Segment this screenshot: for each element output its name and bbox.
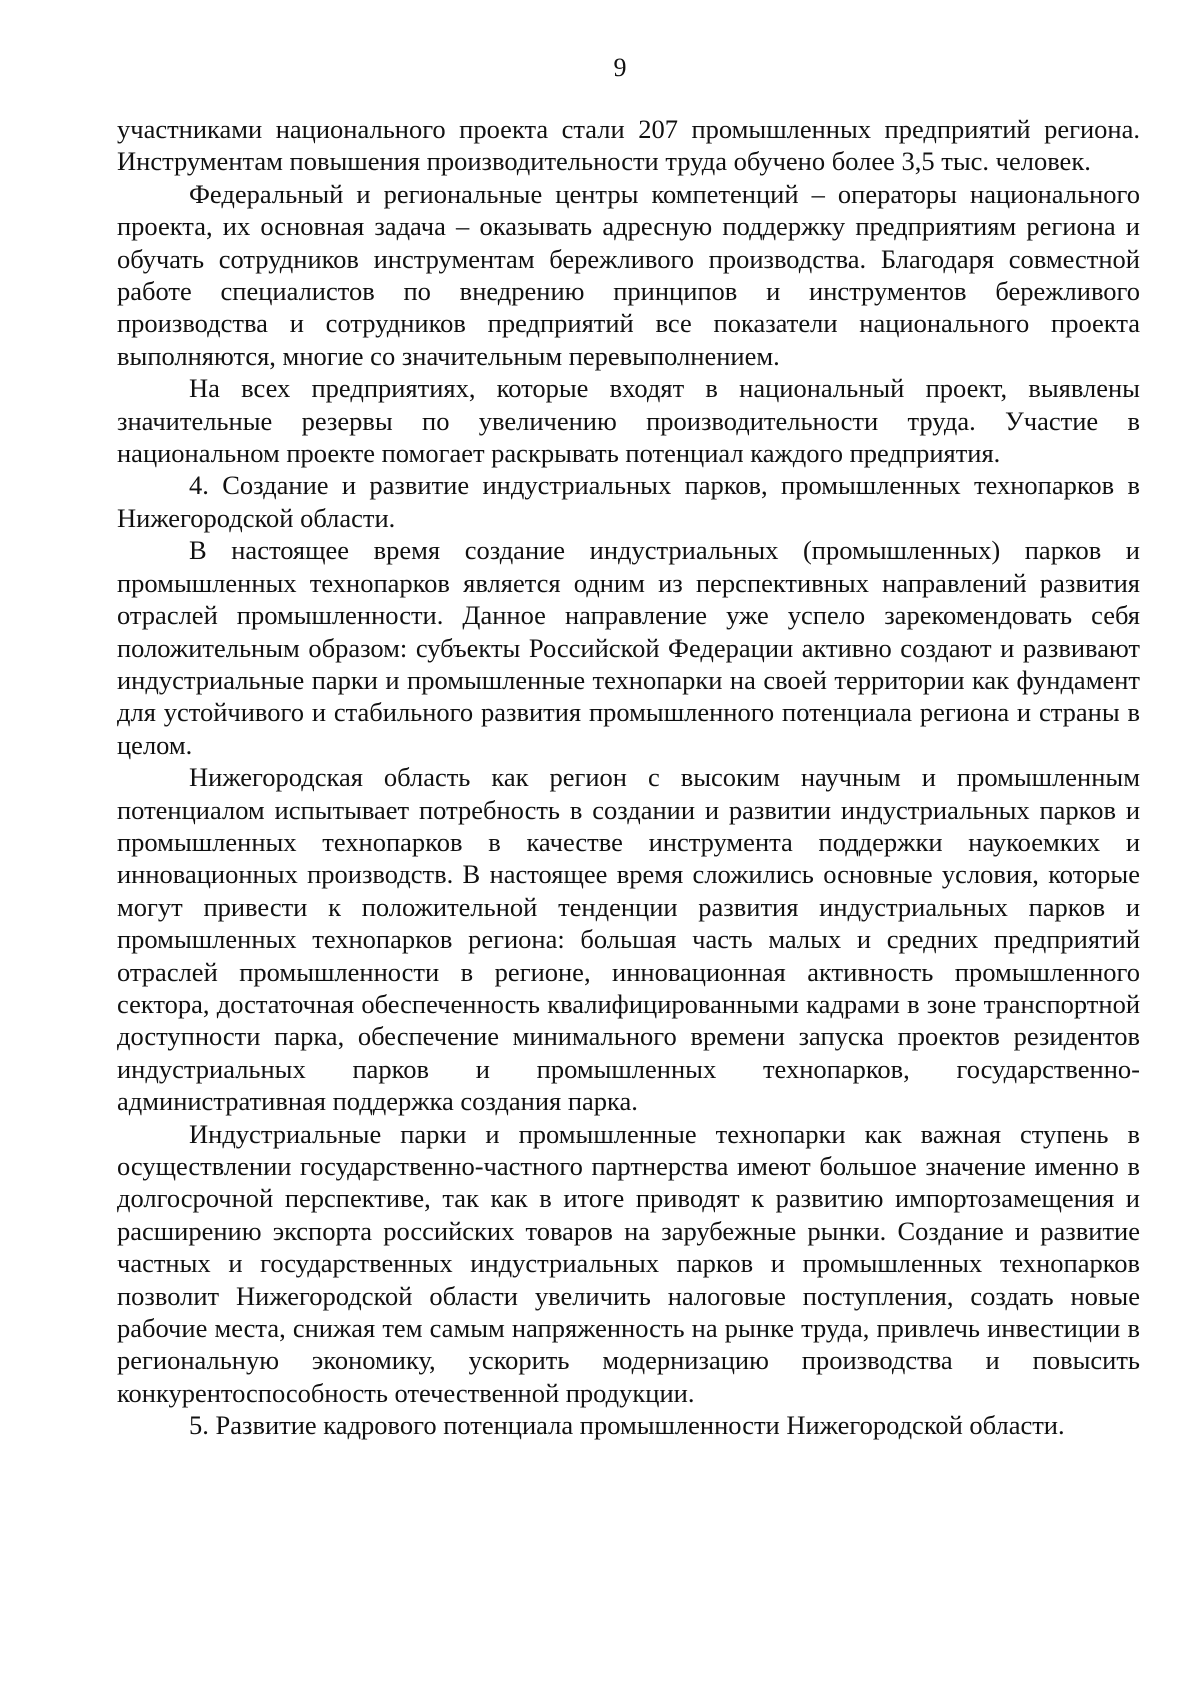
page-number: 9: [613, 53, 627, 82]
paragraph-reserves: На всех предприятиях, которые входят в национальный проект, выявлены значительные резервы по увеличению производительности труда. Участие в национальном проекте помогает раскрывать потенциал каждого предприятия.: [117, 373, 1140, 469]
paragraph-public-private-partnership: Индустриальные парки и промышленные технопарки как важная ступень в осуществлении государственно-частного партнерства имеют большое значение именно в долгосрочной перспективе, так как в итоге приводят к развитию импортозамещения и расширению экспорта российских товаров на зарубежные рынки. Создание и развитие частных и государственных индустриальных парков и промышленных технопарков позволит Нижегородской области увеличить налоговые поступления, создать новые рабочие места, снижая тем самым напряженность на рынке труда, привлечь инвестиции в региональную экономику, ускорить модернизацию производства и повысить конкурентоспособность отечественной продукции.: [117, 1118, 1140, 1408]
section-heading-industrial-parks: 4. Создание и развитие индустриальных парков, промышленных технопарков в Нижегородской области.: [117, 470, 1140, 533]
document-body: [117, 113, 1140, 1442]
section-heading-personnel: 5. Развитие кадрового потенциала промышленности Нижегородской области.: [189, 1410, 1065, 1441]
paragraph-nizhny-novgorod-region: Нижегородская область как регион с высоким научным и промышленным потенциалом испытывает потребность в создании и развитии индустриальных парков и промышленных технопарков в качестве инструмента поддержки наукоемких и инновационных производств. В настоящее время сложились основные условия, которые могут привести к положительной тенденции развития индустриальных парков и промышленных технопарков региона: большая часть малых и средних предприятий отраслей промышленности в регионе, инновационная активность промышленного сектора, достаточная обеспеченность квалифицированными кадрами в зоне транспортной доступности парка, обеспечение минимального времени запуска проектов резидентов индустриальных парков и промышленных технопарков, государственно-административная поддержка создания парка.: [117, 762, 1140, 1117]
paragraph-competence-centers: Федеральный и региональные центры компетенций – операторы национального проекта, их основная задача – оказывать адресную поддержку предприятиям региона и обучать сотрудников инструментам бережливого производства. Благодаря совместной работе специалистов по внедрению принципов и инструментов бережливого производства и сотрудников предприятий все показатели национального проекта выполняются, многие со значительным перевыполнением.: [117, 178, 1140, 371]
paragraph-current-state: В настоящее время создание индустриальных (промышленных) парков и промышленных технопарков является одним из перспективных направлений развития отраслей промышленности. Данное направление уже успело зарекомендовать себя положительным образом: субъекты Российской Федерации активно создают и развивают индустриальные парки и промышленные технопарки на своей территории как фундамент для устойчивого и стабильного развития промышленного потенциала региона и страны в целом.: [117, 535, 1140, 760]
paragraph-continuation: участниками национального проекта стали 207 промышленных предприятий региона. Инструментам повышения производительности труда обучено более 3,5 тыс. человек.: [117, 114, 1140, 177]
